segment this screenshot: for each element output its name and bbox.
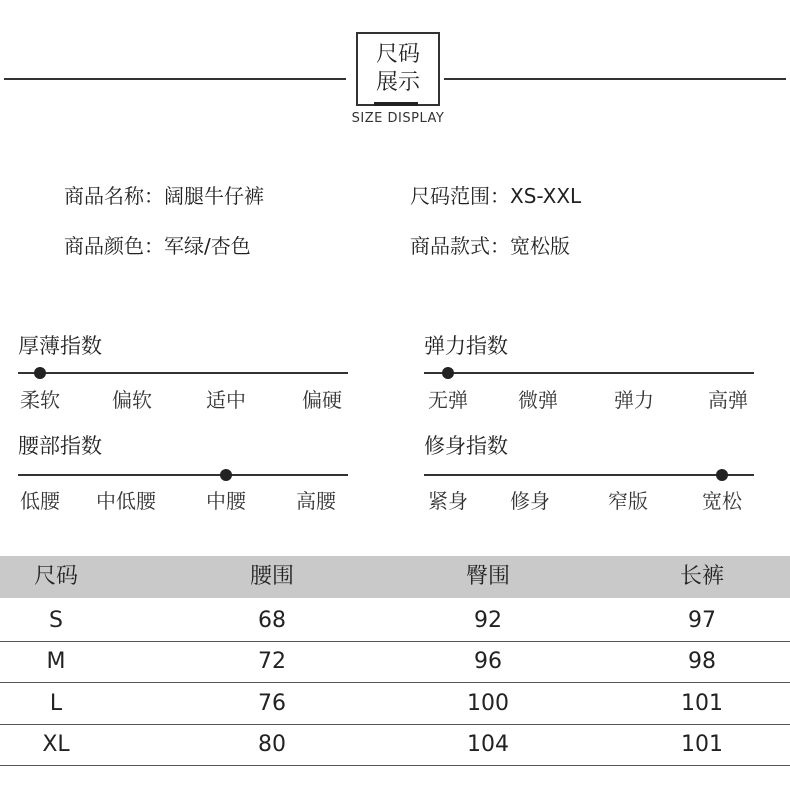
scale-tick-label: 适中 [206, 388, 246, 412]
table-cell: 104 [467, 732, 509, 757]
title-underline [374, 102, 418, 106]
table-cell: 68 [258, 608, 286, 633]
table-row-divider [0, 682, 790, 683]
scale-tick-label: 低腰 [20, 489, 60, 513]
scale-title: 腰部指数 [18, 434, 102, 458]
table-cell: 96 [474, 649, 502, 674]
table-cell: 92 [474, 608, 502, 633]
table-header-bar [0, 556, 790, 598]
table-cell: XL [42, 732, 70, 757]
scale-track [424, 372, 754, 374]
table-cell: 98 [688, 649, 716, 674]
table-cell: 76 [258, 691, 286, 716]
scale-tick-label: 微弹 [518, 388, 558, 412]
title-line-1: 尺码 [375, 42, 420, 67]
table-row-divider [0, 641, 790, 642]
table-cell: M [46, 649, 66, 674]
scale-track [18, 474, 348, 476]
table-header-cell: 腰围 [249, 564, 295, 589]
product-color: 商品颜色：军绿/杏色 [64, 234, 251, 258]
title-line-2: 展示 [375, 70, 420, 95]
scale-tick-label: 高腰 [296, 489, 336, 513]
scale-marker [442, 367, 454, 379]
scale-tick-label: 无弹 [428, 388, 468, 412]
table-cell: 97 [688, 608, 716, 633]
subtitle: SIZE DISPLAY [351, 111, 445, 126]
scale-tick-label: 高弹 [708, 388, 748, 412]
table-cell: 100 [467, 691, 509, 716]
scale-tick-label: 修身 [510, 489, 550, 513]
scale-tick-label: 中低腰 [96, 489, 156, 513]
scale-marker [716, 469, 728, 481]
scale-tick-label: 中腰 [206, 489, 246, 513]
product-style: 商品款式：宽松版 [410, 234, 570, 258]
header-rule-right [444, 78, 786, 80]
scale-marker [34, 367, 46, 379]
table-cell: 101 [681, 691, 723, 716]
table-cell: 72 [258, 649, 286, 674]
table-cell: 101 [681, 732, 723, 757]
table-header-cell: 尺码 [33, 564, 79, 589]
scale-tick-label: 柔软 [20, 388, 60, 412]
scale-tick-label: 偏软 [112, 388, 152, 412]
scale-track [18, 372, 348, 374]
header-rule-left [4, 78, 346, 80]
table-cell: S [49, 608, 63, 633]
title-box [356, 32, 440, 106]
table-cell: 80 [258, 732, 286, 757]
scale-title: 弹力指数 [424, 334, 508, 358]
scale-title: 厚薄指数 [18, 334, 102, 358]
scale-tick-label: 窄版 [608, 489, 648, 513]
product-name: 商品名称：阔腿牛仔裤 [64, 184, 264, 208]
table-header-cell: 臀围 [465, 564, 511, 589]
size-range: 尺码范围：XS-XXL [410, 184, 582, 208]
table-cell: L [49, 691, 63, 716]
scale-track [424, 474, 754, 476]
scale-tick-label: 偏硬 [302, 388, 342, 412]
table-row-divider [0, 765, 790, 766]
scale-marker [220, 469, 232, 481]
scale-tick-label: 宽松 [702, 489, 742, 513]
scale-tick-label: 紧身 [428, 489, 468, 513]
table-header-cell: 长裤 [679, 564, 725, 589]
scale-title: 修身指数 [424, 434, 508, 458]
table-row-divider [0, 724, 790, 725]
scale-tick-label: 弹力 [614, 388, 654, 412]
